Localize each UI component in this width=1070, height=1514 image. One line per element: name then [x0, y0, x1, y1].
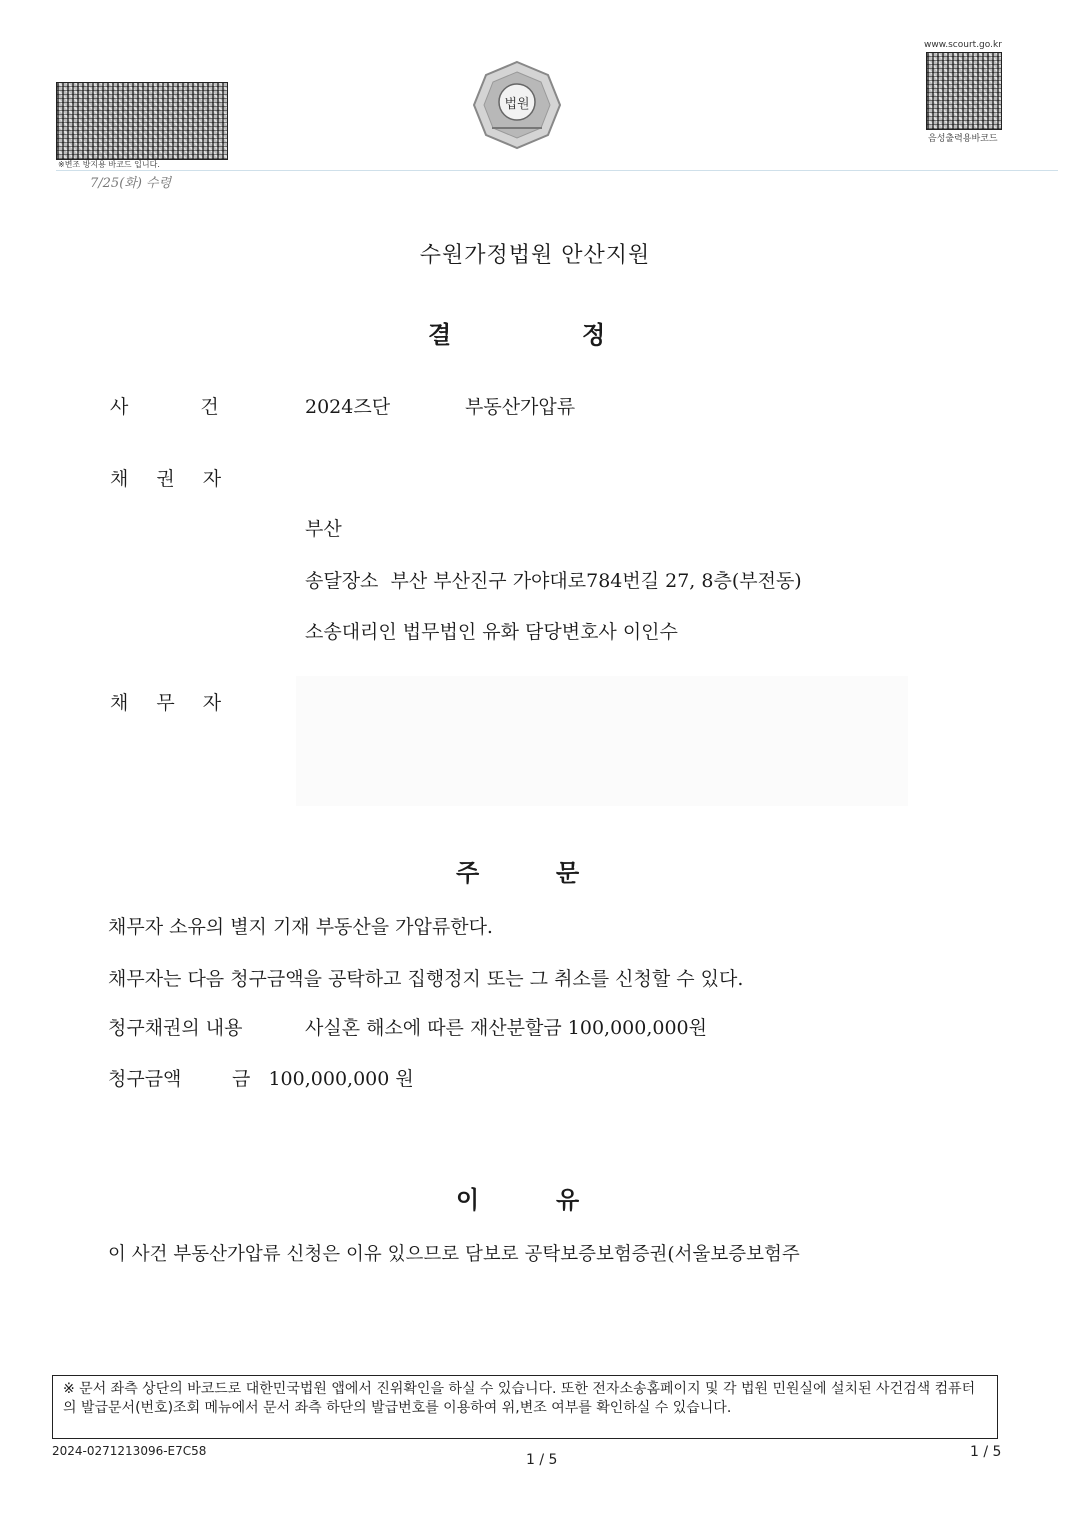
amount-label: 청구금액 [108, 1068, 182, 1090]
case-label-text: 사 건 [110, 396, 219, 418]
case-name: 부동산가압류 [465, 396, 576, 418]
creditor-city: 부산 [305, 518, 342, 540]
debtor-info-redacted [296, 676, 908, 806]
claim-label: 청구채권의 내용 [108, 1017, 243, 1039]
doc-type-first-char: 결 [428, 321, 452, 349]
page-number-center: 1 / 5 [526, 1452, 558, 1468]
reason-heading-first-char: 이 [456, 1186, 480, 1214]
case-label [110, 392, 222, 419]
anti-forgery-barcode-caption: ※변조 방지용 바코드 입니다. [58, 160, 160, 169]
debtor-label: 채 무 자 [110, 692, 222, 714]
creditor-service-address: 송달장소 부산 부산진구 가야대로784번길 27, 8층(부전동) [305, 570, 802, 592]
issue-number: 2024-0271213096-E7C58 [52, 1444, 207, 1458]
claim-content: 사실혼 해소에 따른 재산분할금 100,000,000원 [305, 1017, 707, 1039]
order-heading-second-char: 문 [556, 859, 580, 887]
voice-output-barcode[interactable] [926, 52, 1002, 130]
case-number: 2024즈단 [305, 396, 391, 418]
order-line-2: 채무자는 다음 청구금액을 공탁하고 집행정지 또는 그 취소를 신청할 수 있다. [108, 968, 744, 990]
creditor-attorney: 소송대리인 법무법인 유화 담당변호사 이인수 [305, 621, 678, 643]
reason-heading-second-char: 유 [556, 1186, 580, 1214]
doc-type-second-char: 정 [582, 321, 606, 349]
verification-notice [52, 1375, 998, 1439]
page-number-right: 1 / 5 [970, 1444, 1002, 1460]
order-heading-first-char: 주 [456, 859, 480, 887]
anti-forgery-barcode[interactable] [56, 82, 228, 160]
voice-output-barcode-caption: 음성출력용바코드 [928, 134, 998, 144]
amount-value: 금 100,000,000 원 [232, 1068, 414, 1090]
reason-line-1: 이 사건 부동산가압류 신청은 이유 있으므로 담보로 공탁보증보험증권(서울보증보험주 [108, 1244, 800, 1265]
creditor-label: 채 권 자 [110, 468, 222, 490]
header-divider [56, 170, 1058, 171]
court-name: 수원가정법원 안산지원 [419, 243, 651, 268]
site-url: www.scourt.go.kr [924, 40, 1002, 50]
handwritten-receipt-note: 7/25(화) 수령 [90, 176, 172, 191]
order-line-1: 채무자 소유의 별지 기재 부동산을 가압류한다. [108, 916, 493, 938]
verification-notice-text: ※ 문서 좌측 상단의 바코드로 대한민국법원 앱에서 진위확인을 하실 수 있습니다. 또한 전자소송홈페이지 및 각 법원 민원실에 설치된 사건검색 컴퓨터의 발급문서(번호)조회 메뉴에서 문서 좌측 하단의 발급번호를 이용하여 위,변조 여부를 확인하실 수 있습니다. [63, 1381, 976, 1416]
court-emblem-label: 법원 [504, 97, 530, 112]
